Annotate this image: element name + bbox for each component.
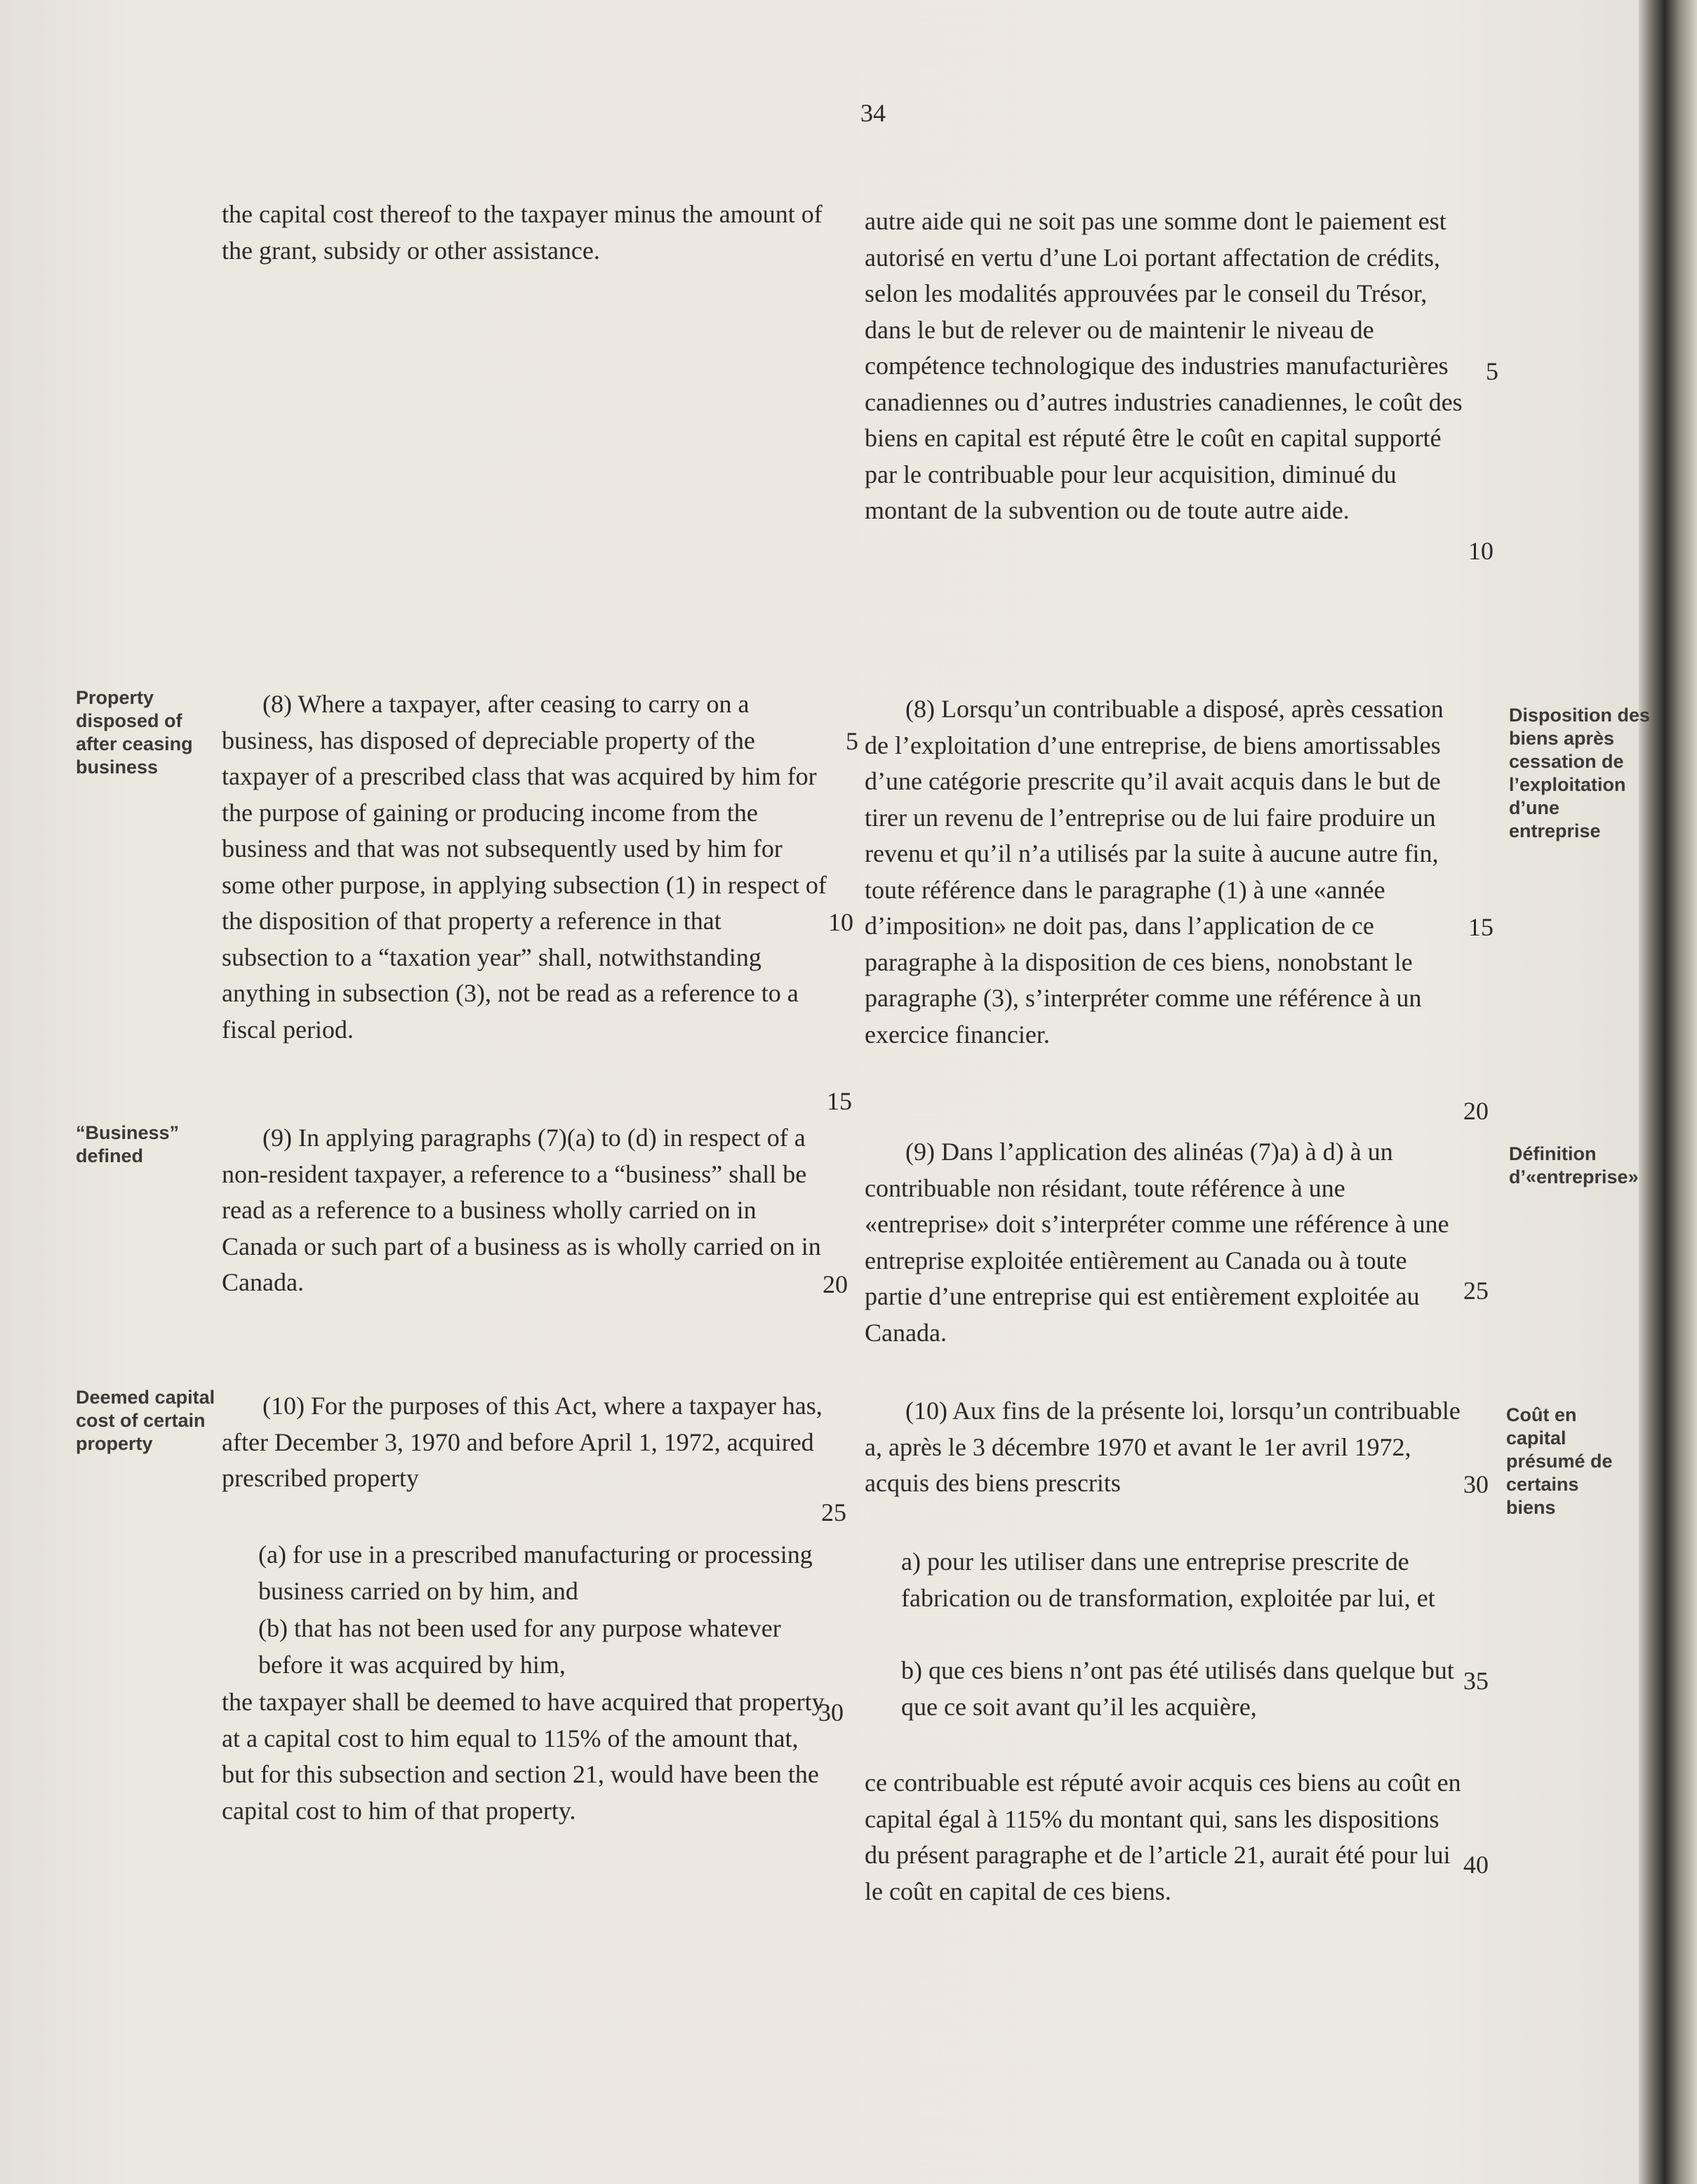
fr-line-number: 15 — [1468, 913, 1493, 941]
en-line-number: 15 — [827, 1087, 852, 1115]
fr-paragraph-a: a) pour les utiliser dans une entreprise prescrite de fabrication ou de transformation, exploitée par lui, et — [901, 1547, 1435, 1612]
en-paragraph-a: (a) for use in a prescribed manufacturing or processing business carried on by him, and — [258, 1540, 813, 1605]
en-margin-note: Deemed capital cost of certain property — [76, 1387, 215, 1454]
fr-subsection-8: (8) Lorsqu’un contribuable a disposé, après cessation de l’exploitation d’une entreprise, de biens amortissables d’une catégorie prescrite qu’il avait acquis dans le but de tirer un revenu de l’entreprise ou de lui faire produire un revenu et qu’il n’a utilisés par la suite à aucune autre fin, toute référence dans le paragraphe (1) à une «année d’imposition» ne doit pas, dans l’application de ce paragraphe à la disposition de ces biens, nonobstant le paragraphe (3), s’interpréter comme une référence à un exercice financier. — [865, 695, 1444, 1048]
en-line-number: 5 — [846, 727, 858, 755]
fr-line-number: 25 — [1463, 1277, 1489, 1305]
fr-subsection-10-conclusion: ce contribuable est réputé avoir acquis ces biens au coût en capital égal à 115% du montant qui, sans les dispositions du présent paragraphe et de l’article 21, aurait été pour lui le coût en capital de ces biens. — [865, 1769, 1461, 1905]
fr-line-number: 20 — [1463, 1097, 1489, 1125]
fr-subsection-10: (10) Aux fins de la présente loi, lorsqu’un contribuable a, après le 3 décembre 1970 et avant le 1er avril 1972, acquis des biens prescrits — [865, 1397, 1460, 1497]
en-margin-note: “Business” defined — [76, 1122, 180, 1166]
fr-margin-note: Disposition des biens après cessation de l’exploitation d’une entreprise — [1509, 705, 1651, 841]
fr-line-number: 40 — [1463, 1851, 1489, 1879]
fr-line-number: 30 — [1463, 1470, 1489, 1498]
en-line-number: 30 — [818, 1698, 844, 1726]
en-subsection-8: (8) Where a taxpayer, after ceasing to carry on a business, has disposed of depreciable property of the taxpayer of a prescribed class that was acquired by him for the purpose of gaining or producing income from the business and that was not subsequently used by him for some other purpose, in applying subsection (1) in respect of the disposition of that property a reference in that subsection to a “taxation year” shall, notwithstanding anything in subsection (3), not be read as a reference to a fiscal period. — [222, 690, 827, 1044]
fr-line-number: 10 — [1468, 537, 1493, 565]
en-subsection-10: (10) For the purposes of this Act, where a taxpayer has, after December 3, 1970 and before April 1, 1972, acquired prescribed property — [222, 1392, 823, 1492]
en-paragraph-b: (b) that has not been used for any purpose whatever before it was acquired by him, — [258, 1614, 781, 1679]
fr-intro: autre aide qui ne soit pas une somme dont le paiement est autorisé en vertu d’une Loi portant affectation de crédits, selon les modalités approuvées par le conseil du Trésor, dans le but de relever ou de maintenir le niveau de compétence technologique des industries manufacturières canadiennes ou d’autres industries canadiennes, le coût des biens en capital est réputé être le coût en capital supporté par le contribuable pour leur acquisition, diminué du montant de la subvention ou de toute autre aide. — [865, 207, 1463, 524]
fr-margin-note: Définition d’«entreprise» — [1509, 1143, 1639, 1187]
page-number: 34 — [860, 99, 886, 127]
fr-line-number: 5 — [1486, 357, 1498, 385]
en-intro: the capital cost thereof to the taxpayer minus the amount of the grant, subsidy or other assistance. — [222, 200, 823, 265]
en-margin-note: Property disposed of after ceasing business — [76, 687, 193, 778]
en-subsection-9: (9) In applying paragraphs (7)(a) to (d) in respect of a non-resident taxpayer, a reference to a “business” shall be read as a reference to a business wholly carried on in Canada or such part of a business as is wholly carried on in Canada. — [222, 1124, 821, 1296]
fr-line-number: 35 — [1463, 1667, 1489, 1695]
en-subsection-10-conclusion: the taxpayer shall be deemed to have acquired that property at a capital cost to him equal to 115% of the amount that, but for this subsection and section 21, would have been the capital cost to him of that property. — [222, 1688, 825, 1825]
fr-subsection-9: (9) Dans l’application des alinéas (7)a) à d) à un contribuable non résidant, toute référence à une «entreprise» doit s’interpréter comme une référence à une entreprise exploitée entièrement au Canada ou à toute partie d’une entreprise qui est entièrement exploitée au Canada. — [865, 1138, 1449, 1347]
fr-paragraph-b: b) que ces biens n’ont pas été utilisés dans quelque but que ce soit avant qu’il les acquière, — [901, 1656, 1454, 1721]
en-line-number: 10 — [828, 908, 853, 936]
fr-margin-note: Coût en capital présumé de certains biens — [1506, 1404, 1613, 1518]
book-binding-shadow — [1639, 0, 1697, 2184]
en-line-number: 20 — [823, 1270, 848, 1298]
en-line-number: 25 — [821, 1498, 846, 1526]
